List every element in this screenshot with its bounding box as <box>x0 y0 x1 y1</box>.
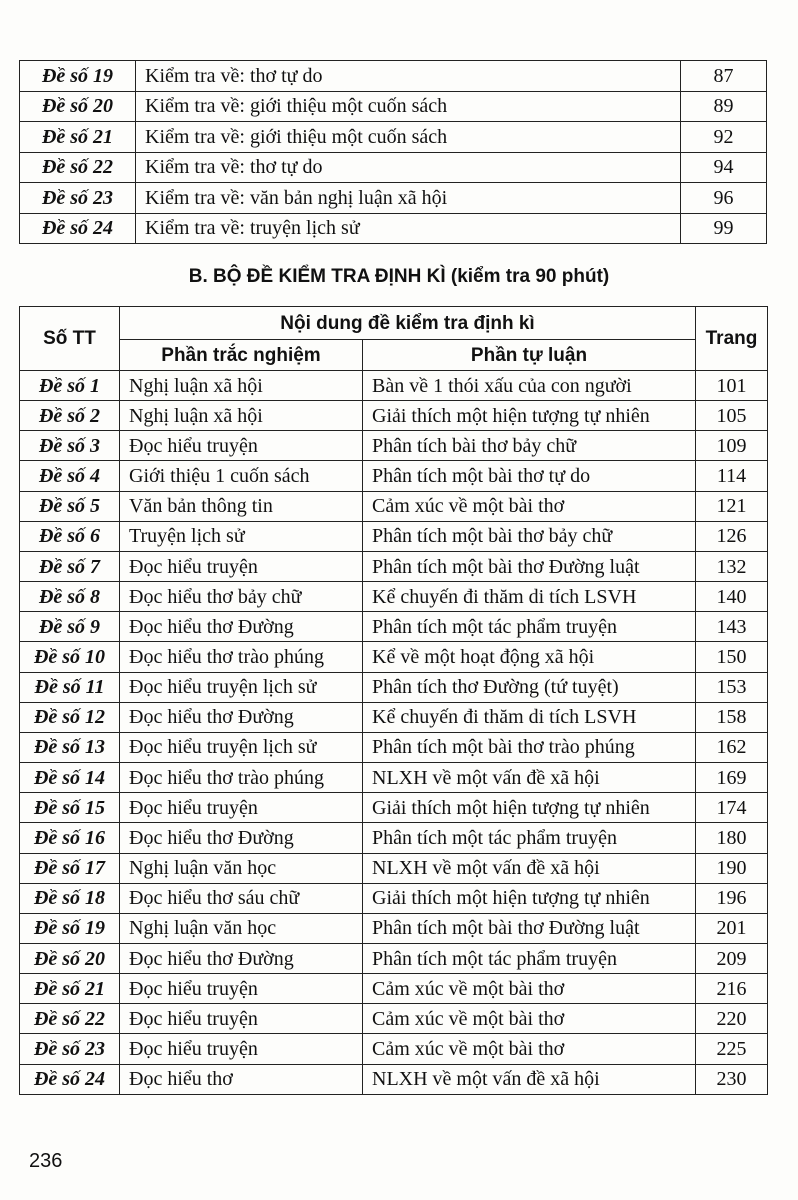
table-row <box>20 1064 768 1094</box>
exam-label: Đề số 15 <box>20 793 120 823</box>
page-ref: 114 <box>696 461 768 491</box>
exam-label: Đề số 24 <box>20 1064 120 1094</box>
multiple-choice-part: Đọc hiểu thơ Đường <box>120 612 363 642</box>
page-ref: 92 <box>681 122 767 153</box>
main-table <box>19 306 768 1095</box>
page-ref: 143 <box>696 612 768 642</box>
exam-label: Đề số 22 <box>20 152 136 183</box>
exam-label: Đề số 2 <box>20 401 120 431</box>
table-row <box>20 793 768 823</box>
page-ref: 174 <box>696 793 768 823</box>
table-row <box>20 672 768 702</box>
page-ref: 99 <box>681 213 767 244</box>
essay-part: Cảm xúc về một bài thơ <box>363 1004 696 1034</box>
essay-part: Kể về một hoạt động xã hội <box>363 642 696 672</box>
table-row <box>20 763 768 793</box>
essay-part: Phân tích thơ Đường (tứ tuyệt) <box>363 672 696 702</box>
page-ref: 101 <box>696 371 768 401</box>
exam-label: Đề số 19 <box>20 61 136 92</box>
multiple-choice-part: Nghị luận xã hội <box>120 371 363 401</box>
exam-label: Đề số 22 <box>20 1004 120 1034</box>
exam-content: Kiểm tra về: thơ tự do <box>136 61 681 92</box>
exam-label: Đề số 5 <box>20 491 120 521</box>
essay-part: Phân tích một bài thơ tự do <box>363 461 696 491</box>
exam-content: Kiểm tra về: giới thiệu một cuốn sách <box>136 122 681 153</box>
page-ref: 89 <box>681 91 767 122</box>
essay-part: Cảm xúc về một bài thơ <box>363 491 696 521</box>
table-row <box>20 612 768 642</box>
multiple-choice-part: Đọc hiểu thơ trào phúng <box>120 642 363 672</box>
page-ref: 126 <box>696 521 768 551</box>
exam-label: Đề số 12 <box>20 702 120 732</box>
page-ref: 109 <box>696 431 768 461</box>
multiple-choice-part: Đọc hiểu thơ sáu chữ <box>120 883 363 913</box>
page-ref: 220 <box>696 1004 768 1034</box>
essay-part: NLXH về một vấn đề xã hội <box>363 853 696 883</box>
table-row <box>20 974 768 1004</box>
exam-label: Đề số 19 <box>20 913 120 943</box>
multiple-choice-part: Đọc hiểu truyện lịch sử <box>120 732 363 762</box>
exam-label: Đề số 23 <box>20 183 136 214</box>
multiple-choice-part: Truyện lịch sử <box>120 521 363 551</box>
essay-part: Giải thích một hiện tượng tự nhiên <box>363 401 696 431</box>
header-stt: Số TT <box>20 307 120 371</box>
exam-label: Đề số 24 <box>20 213 136 244</box>
essay-part: Phân tích một tác phẩm truyện <box>363 943 696 973</box>
essay-part: Phân tích một bài thơ Đường luật <box>363 913 696 943</box>
page-ref: 190 <box>696 853 768 883</box>
header-content: Nội dung đề kiểm tra định kì <box>120 307 696 340</box>
multiple-choice-part: Đọc hiểu truyện <box>120 974 363 1004</box>
page-ref: 216 <box>696 974 768 1004</box>
exam-label: Đề số 6 <box>20 521 120 551</box>
page-ref: 153 <box>696 672 768 702</box>
header-page: Trang <box>696 307 768 371</box>
exam-content: Kiểm tra về: thơ tự do <box>136 152 681 183</box>
table-row <box>20 883 768 913</box>
exam-label: Đề số 3 <box>20 431 120 461</box>
essay-part: Phân tích một tác phẩm truyện <box>363 612 696 642</box>
table-row <box>20 91 767 122</box>
table-row <box>20 913 768 943</box>
essay-part: Phân tích một tác phẩm truyện <box>363 823 696 853</box>
page-ref: 209 <box>696 943 768 973</box>
exam-label: Đề số 20 <box>20 91 136 122</box>
essay-part: Phân tích một bài thơ trào phúng <box>363 732 696 762</box>
main-table-body <box>20 371 768 1095</box>
table-row <box>20 732 768 762</box>
essay-part: Kể chuyến đi thăm di tích LSVH <box>363 702 696 732</box>
page-number: 236 <box>29 1150 63 1172</box>
essay-part: Cảm xúc về một bài thơ <box>363 1034 696 1064</box>
exam-label: Đề số 9 <box>20 612 120 642</box>
table-row <box>20 551 768 581</box>
exam-label: Đề số 14 <box>20 763 120 793</box>
exam-label: Đề số 4 <box>20 461 120 491</box>
page-ref: 96 <box>681 183 767 214</box>
page-ref: 87 <box>681 61 767 92</box>
essay-part: Phân tích bài thơ bảy chữ <box>363 431 696 461</box>
exam-label: Đề số 17 <box>20 853 120 883</box>
page-ref: 121 <box>696 491 768 521</box>
multiple-choice-part: Đọc hiểu truyện <box>120 551 363 581</box>
multiple-choice-part: Đọc hiểu truyện <box>120 793 363 823</box>
exam-label: Đề số 23 <box>20 1034 120 1064</box>
multiple-choice-part: Văn bản thông tin <box>120 491 363 521</box>
multiple-choice-part: Đọc hiểu thơ <box>120 1064 363 1094</box>
multiple-choice-part: Đọc hiểu thơ bảy chữ <box>120 582 363 612</box>
page-ref: 150 <box>696 642 768 672</box>
table-row <box>20 461 768 491</box>
multiple-choice-part: Đọc hiểu truyện <box>120 1034 363 1064</box>
multiple-choice-part: Đọc hiểu thơ Đường <box>120 702 363 732</box>
header-essay: Phần tự luận <box>363 340 696 371</box>
section-heading: B. BỘ ĐỀ KIỂM TRA ĐỊNH KÌ (kiểm tra 90 phút) <box>188 266 610 287</box>
essay-part: Giải thích một hiện tượng tự nhiên <box>363 793 696 823</box>
page-ref: 162 <box>696 732 768 762</box>
table-row <box>20 183 767 214</box>
page-ref: 225 <box>696 1034 768 1064</box>
top-table-body <box>20 61 767 244</box>
page-ref: 132 <box>696 551 768 581</box>
table-row <box>20 1034 768 1064</box>
multiple-choice-part: Đọc hiểu thơ Đường <box>120 823 363 853</box>
multiple-choice-part: Đọc hiểu truyện <box>120 431 363 461</box>
page-ref: 196 <box>696 883 768 913</box>
page-ref: 180 <box>696 823 768 853</box>
table-row <box>20 853 768 883</box>
page-ref: 105 <box>696 401 768 431</box>
exam-label: Đề số 18 <box>20 883 120 913</box>
exam-label: Đề số 20 <box>20 943 120 973</box>
table-row <box>20 491 768 521</box>
table-row <box>20 943 768 973</box>
exam-label: Đề số 7 <box>20 551 120 581</box>
multiple-choice-part: Đọc hiểu truyện lịch sử <box>120 672 363 702</box>
exam-label: Đề số 16 <box>20 823 120 853</box>
essay-part: NLXH về một vấn đề xã hội <box>363 1064 696 1094</box>
exam-content: Kiểm tra về: giới thiệu một cuốn sách <box>136 91 681 122</box>
table-row <box>20 1004 768 1034</box>
essay-part: NLXH về một vấn đề xã hội <box>363 763 696 793</box>
essay-part: Phân tích một bài thơ Đường luật <box>363 551 696 581</box>
table-row <box>20 642 768 672</box>
exam-label: Đề số 11 <box>20 672 120 702</box>
essay-part: Kể chuyến đi thăm di tích LSVH <box>363 582 696 612</box>
table-row <box>20 122 767 153</box>
multiple-choice-part: Nghị luận xã hội <box>120 401 363 431</box>
page-ref: 169 <box>696 763 768 793</box>
exam-content: Kiểm tra về: truyện lịch sử <box>136 213 681 244</box>
table-row <box>20 702 768 732</box>
essay-part: Cảm xúc về một bài thơ <box>363 974 696 1004</box>
table-row <box>20 823 768 853</box>
exam-label: Đề số 21 <box>20 122 136 153</box>
multiple-choice-part: Nghị luận văn học <box>120 853 363 883</box>
multiple-choice-part: Nghị luận văn học <box>120 913 363 943</box>
page-ref: 201 <box>696 913 768 943</box>
multiple-choice-part: Đọc hiểu truyện <box>120 1004 363 1034</box>
multiple-choice-part: Đọc hiểu thơ Đường <box>120 943 363 973</box>
exam-label: Đề số 8 <box>20 582 120 612</box>
table-row <box>20 152 767 183</box>
essay-part: Giải thích một hiện tượng tự nhiên <box>363 883 696 913</box>
multiple-choice-part: Giới thiệu 1 cuốn sách <box>120 461 363 491</box>
page-ref: 158 <box>696 702 768 732</box>
header-mc: Phần trắc nghiệm <box>120 340 363 371</box>
exam-label: Đề số 10 <box>20 642 120 672</box>
table-row <box>20 582 768 612</box>
top-table <box>19 60 767 244</box>
exam-label: Đề số 13 <box>20 732 120 762</box>
essay-part: Bàn về 1 thói xấu của con người <box>363 371 696 401</box>
page-ref: 230 <box>696 1064 768 1094</box>
table-row <box>20 213 767 244</box>
table-row <box>20 431 768 461</box>
exam-label: Đề số 1 <box>20 371 120 401</box>
multiple-choice-part: Đọc hiểu thơ trào phúng <box>120 763 363 793</box>
page-ref: 94 <box>681 152 767 183</box>
page-ref: 140 <box>696 582 768 612</box>
main-table-header <box>20 307 768 371</box>
essay-part: Phân tích một bài thơ bảy chữ <box>363 521 696 551</box>
table-row <box>20 401 768 431</box>
exam-label: Đề số 21 <box>20 974 120 1004</box>
table-row <box>20 61 767 92</box>
table-row <box>20 371 768 401</box>
table-row <box>20 521 768 551</box>
exam-content: Kiểm tra về: văn bản nghị luận xã hội <box>136 183 681 214</box>
